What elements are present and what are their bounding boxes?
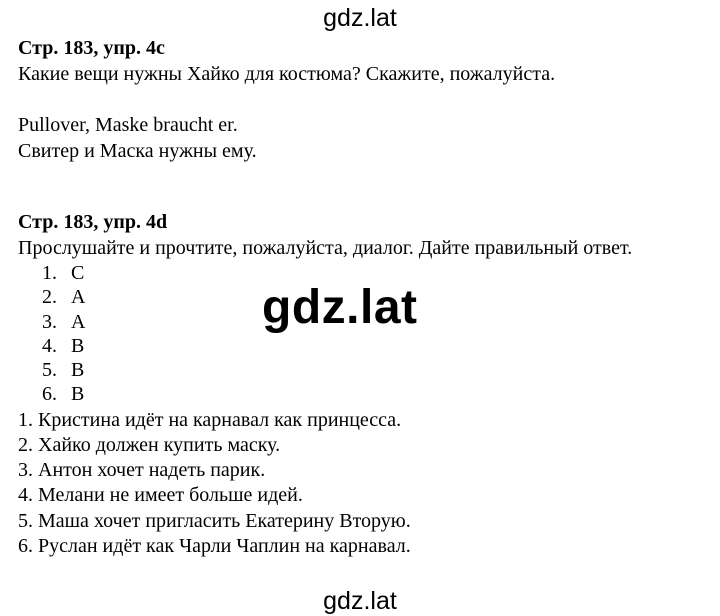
section-4c-task: Какие вещи нужны Хайко для костюма? Скажите, пожалуйста. [18,63,556,85]
answer-number: 4. [42,335,57,357]
answer-value: A [71,286,86,308]
answer-number: 3. [42,311,57,333]
watermark-bottom: gdz.lat [323,587,397,615]
answer-number: 5. [42,359,57,381]
answer-value: C [71,262,85,284]
section-4d-heading: Стр. 183, упр. 4d [18,211,168,233]
sentence-item: 4. Мелани не имеет больше идей. [18,484,303,506]
sentence-item: 3. Антон хочет надеть парик. [18,459,266,481]
answer-number: 1. [42,262,57,284]
answer-value: B [71,383,85,405]
answer-value: B [71,359,85,381]
answer-number: 6. [42,383,57,405]
section-4d-task: Прослушайте и прочтите, пожалуйста, диалог. Дайте правильный ответ. [18,237,633,259]
answer-value: A [71,311,86,333]
answer-number: 2. [42,286,57,308]
section-4c-answer-german: Pullover, Maske braucht er. [18,114,238,136]
sentence-item: 6. Руслан идёт как Чарли Чаплин на карнавал. [18,535,411,557]
watermark-center: gdz.lat [262,281,418,334]
sentence-item: 5. Маша хочет пригласить Екатерину Вторую. [18,510,411,532]
watermark-top: gdz.lat [323,4,397,32]
section-4c-heading: Стр. 183, упр. 4c [18,37,165,59]
section-4c-answer-russian: Свитер и Маска нужны ему. [18,140,257,162]
sentence-item: 2. Хайко должен купить маску. [18,434,281,456]
answer-value: B [71,335,85,357]
sentence-item: 1. Кристина идёт на карнавал как принцесса. [18,409,402,431]
